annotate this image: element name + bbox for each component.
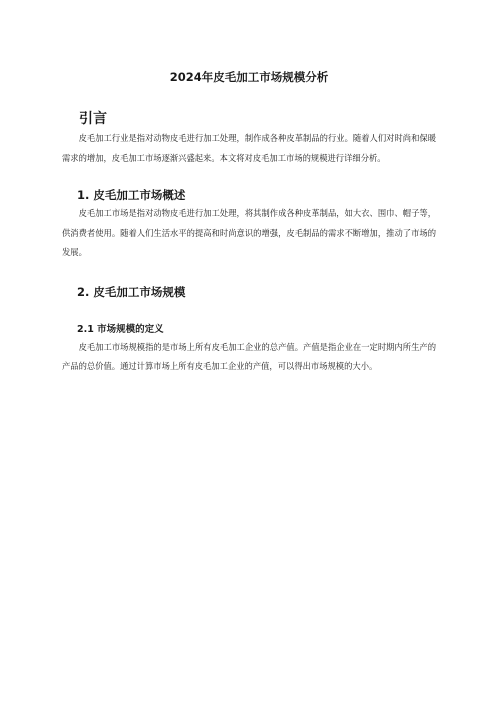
section-1-paragraph: 皮毛加工市场是指对动物皮毛进行加工处理，将其制作成各种皮革制品，如大衣、围巾、帽子等，供消费者使用。随着人们生活水平的提高和时尚意识的增强，皮毛制品的需求不断增加，推动了市场的发展。 bbox=[62, 208, 436, 257]
section-1-heading: 1. 皮毛加工市场概述 bbox=[77, 188, 186, 202]
section-2-1-heading: 2.1 市场规模的定义 bbox=[77, 323, 164, 335]
intro-heading: 引言 bbox=[79, 111, 107, 127]
intro-paragraph: 皮毛加工行业是指对动物皮毛进行加工处理，制作成各种皮革制品的行业。随着人们对时尚和保暖需求的增加，皮毛加工市场逐渐兴盛起来。本文将对皮毛加工市场的规模进行详细分析。 bbox=[62, 133, 436, 163]
document-title: 2024年皮毛加工市场规模分析 bbox=[169, 70, 329, 84]
section-2-1-paragraph: 皮毛加工市场规模指的是市场上所有皮毛加工企业的总产值。产值是指企业在一定时期内所生产的产品的总价值。通过计算市场上所有皮毛加工企业的产值，可以得出市场规模的大小。 bbox=[62, 341, 436, 371]
section-2-heading: 2. 皮毛加工市场规模 bbox=[77, 284, 186, 299]
